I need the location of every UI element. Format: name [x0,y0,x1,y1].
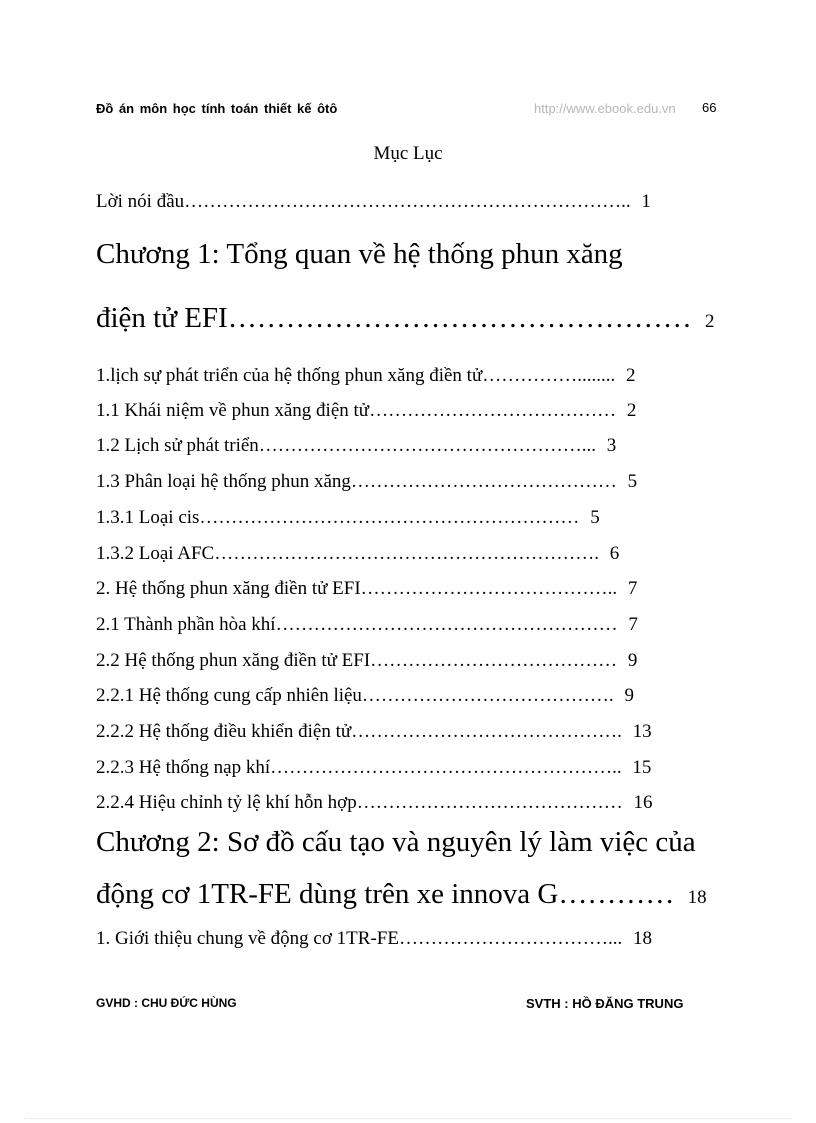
toc-chapter-heading: động cơ 1TR-FE dùng trên xe innova G………… 18 [96,878,707,910]
toc-chapter-heading: Chương 2: Sơ đồ cấu tạo và nguyên lý làm việc của [96,826,696,858]
toc-entry: 2. Hệ thống phun xăng điền tử EFI………………………………….. 7 [96,578,638,599]
toc-entry: 2.2.3 Hệ thống nạp khí……………………………………………….. 15 [96,757,652,778]
toc-entry: 1.3.1 Loại cis…………………………………………………… 5 [96,507,600,528]
toc-entry: Lời nói đầu…………………………………………………………….. 1 [96,191,651,212]
toc-title: Mục Lục [373,143,443,164]
footer-advisor: GVHD : CHU ĐỨC HÙNG [96,996,237,1010]
toc-entry: 2.2.2 Hệ thống điều khiển điện tử……………………………………. 13 [96,721,652,742]
footer-student: SVTH : HỒ ĐĂNG TRUNG [526,996,684,1011]
toc-chapter-heading: Chương 1: Tổng quan về hệ thống phun xăng [96,238,623,270]
toc-entry: 1.3 Phân loại hệ thống phun xăng…………………………………… 5 [96,471,638,492]
toc-entry: 1.lịch sự phát triển của hệ thống phun xăng điền tử……………........ 2 [96,365,636,386]
toc-entry: 1.2 Lịch sử phát triển……………………………………………... 3 [96,435,617,456]
toc-chapter-heading: điện tử EFI………………………………………… 2 [96,302,715,334]
toc-entry: 2.2 Hệ thống phun xăng điền tử EFI………………………………… 9 [96,650,638,671]
toc-entry: 1. Giới thiệu chung về động cơ 1TR-FE……………………………... 18 [96,928,652,949]
toc-entry: 2.2.1 Hệ thống cung cấp nhiên liệu…………………………………. 9 [96,685,634,706]
header-url[interactable]: http://www.ebook.edu.vn [534,101,676,116]
header-doc-title: Đồ án môn học tính toán thiết kế ôtô [96,101,338,116]
header-page-number: 66 [702,100,717,115]
toc-entry: 2.1 Thành phần hòa khí……………………………………………… 7 [96,614,638,635]
page-bottom-divider [24,1118,792,1119]
toc-entry: 1.3.2 Loại AFC……………………………………………………. 6 [96,543,620,564]
toc-entry: 2.2.4 Hiệu chỉnh tỷ lệ khí hỗn hợp…………………………………… 16 [96,792,653,813]
toc-entry: 1.1 Khái niệm về phun xăng điện tử………………………………… 2 [96,400,637,421]
